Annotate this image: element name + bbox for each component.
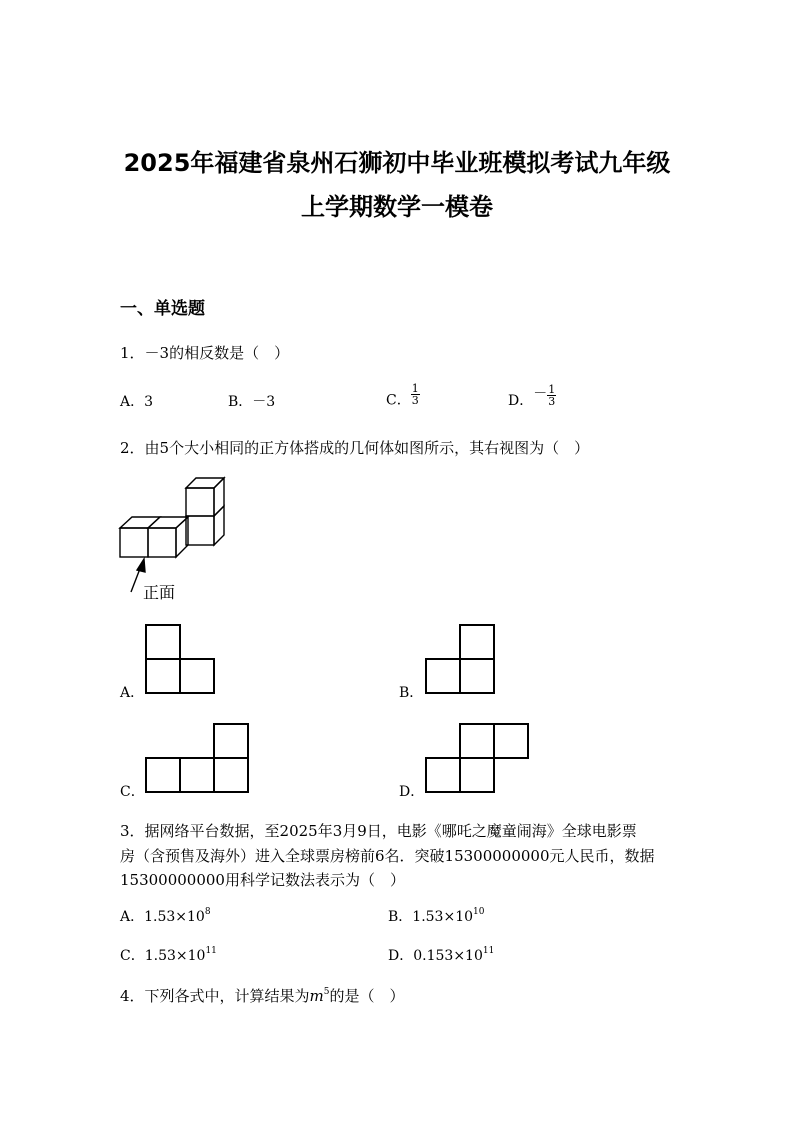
front-label: 正面 [143,583,176,602]
question-2-text: 2．由5个大小相同的正方体搭成的几何体如图所示，其右视图为（ ） [120,439,590,457]
option-label: B． [388,909,413,925]
fraction: $\frac{1}{3}$ [548,382,556,408]
option-value: 1.53×10 [144,948,206,964]
exponent: 11 [482,946,495,956]
question-3-line3: 15300000000用科学记数法表示为（ ） [120,871,405,889]
option-value: 1.53×10 [412,909,474,925]
q3-option-a[interactable] [120,906,211,926]
option-label: D． [508,393,534,409]
option-value: 3 [144,394,154,410]
fraction: $\frac{1}{3}$ [411,382,419,407]
q3-option-d[interactable] [388,945,494,965]
page-title-line2: 上学期数学一模卷 [301,193,493,221]
option-value: 0.153×10 [413,948,483,964]
q2-option-b-label[interactable]: B． [399,685,424,701]
option-label: B． [228,394,253,410]
question-1-text: 1．－3的相反数是（ ） [120,344,290,362]
exponent: 10 [473,907,485,917]
option-label: A． [120,394,145,410]
q2-option-c-label[interactable]: C． [120,784,145,800]
question-4-text: 4．下列各式中，计算结果为$m^5$的是（ ） [120,987,405,1005]
page-title-line1: 2025年福建省泉州石狮初中毕业班模拟考试九年级 [123,149,671,177]
option-label: D． [388,948,414,964]
option-value: －3 [252,394,276,410]
question-3-line2: 房（含预售及海外）进入全球票房榜前6名．突破15300000000元人民币，数据 [120,847,655,865]
q3-option-c[interactable] [120,945,217,965]
section-heading: 一、单选题 [120,299,205,319]
option-label: C． [120,948,145,964]
q2-option-d-label[interactable]: D． [399,784,425,800]
q1-option-d[interactable]: D．－ $\frac{1}{3}$ [508,382,556,409]
q2-option-a-label[interactable]: A． [120,685,145,701]
math-variable: m [309,987,324,1005]
exponent: 5 [323,987,330,997]
exponent: 11 [205,946,217,956]
exponent: 8 [204,907,211,917]
option-value: 1.53×10 [144,909,205,925]
question-3-line1: 3．据网络平台数据，至2025年3月9日，电影《哪吒之魔童闹海》全球电影票 [120,822,637,840]
q3-option-b[interactable] [388,906,484,926]
option-label: C． [386,392,411,409]
option-label: A． [120,909,145,925]
